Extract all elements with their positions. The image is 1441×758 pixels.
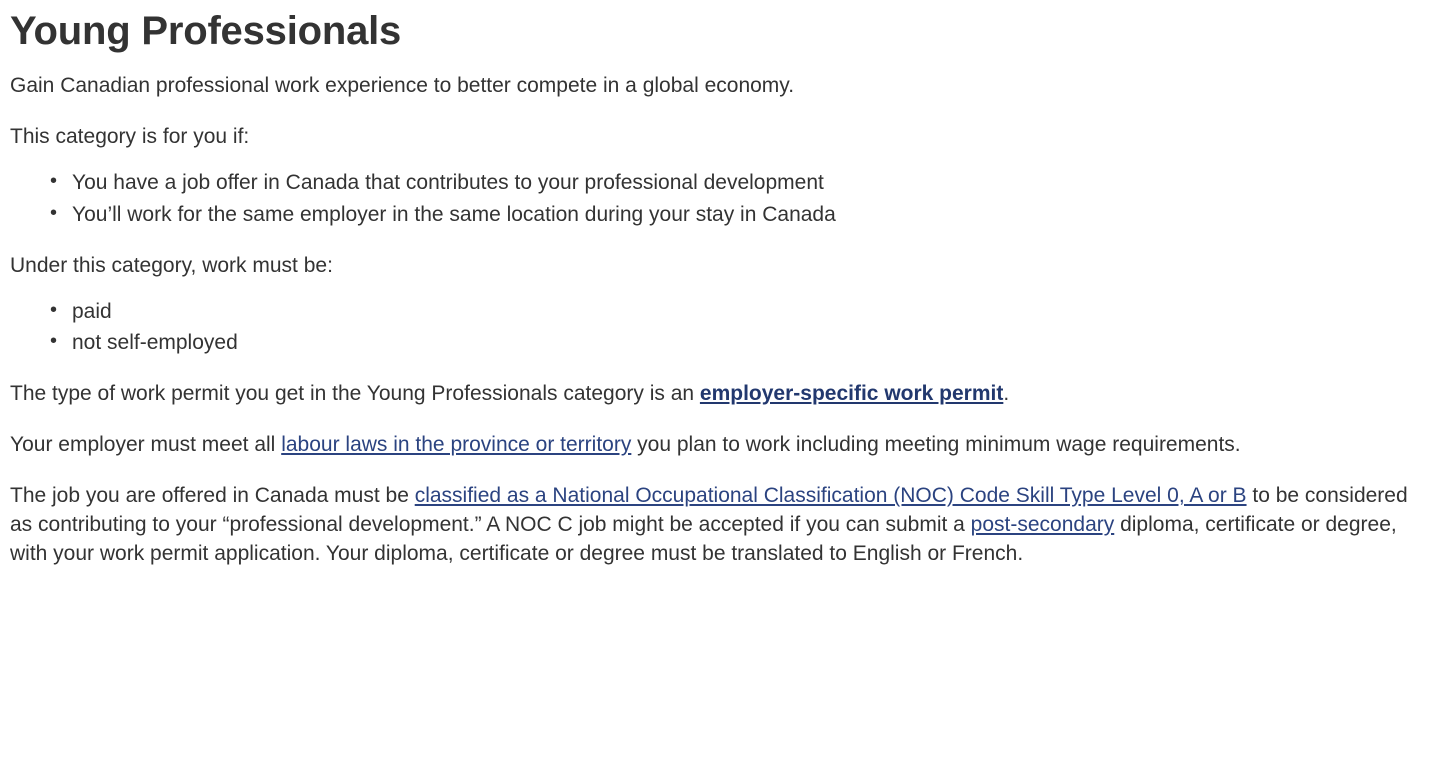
labour-laws-text-after: you plan to work including meeting minimum wage requirements. xyxy=(631,433,1241,457)
intro-paragraph: Gain Canadian professional work experience to better compete in a global economy. xyxy=(10,74,795,97)
list-item: • paid xyxy=(50,297,1431,327)
employer-specific-work-permit-link[interactable]: employer-specific work permit xyxy=(699,382,1004,406)
post-secondary-link[interactable]: post-secondary xyxy=(970,513,1115,537)
work-permit-text-after: . xyxy=(1003,382,1010,406)
list-item: • You’ll work for the same employer in the same location during your stay in Canada xyxy=(50,200,1431,230)
work-conditions-lead: Under this category, work must be: xyxy=(10,253,333,277)
work-conditions-list xyxy=(10,297,1431,359)
noc-text-after: diploma, certificate or degree, with your work permit application. Your diploma, certificate or degree must be translated to English or French. xyxy=(10,513,1397,566)
content-page xyxy=(0,8,1441,569)
noc-classification-link[interactable]: classified as a National Occupational Classification (NOC) Code Skill Type Level 0, A or B xyxy=(414,484,1247,508)
work-permit-text-before: The type of work permit you get in the Young Professionals category is an xyxy=(10,382,700,406)
eligibility-list xyxy=(10,168,1431,230)
work-permit-paragraph xyxy=(10,380,1431,409)
page-title: Young Professionals xyxy=(10,9,402,53)
noc-text-middle: to be considered as contributing to your “professional development.” A NOC C job might be accepted if you can submit a xyxy=(10,484,1408,537)
labour-laws-link[interactable]: labour laws in the province or territory xyxy=(281,433,632,457)
list-item: • not self-employed xyxy=(50,328,1431,358)
noc-paragraph xyxy=(10,482,1431,569)
list-item: • You have a job offer in Canada that contributes to your professional development xyxy=(50,168,1431,198)
eligibility-lead: This category is for you if: xyxy=(10,124,250,148)
labour-laws-paragraph xyxy=(10,431,1431,460)
noc-text-before: The job you are offered in Canada must be xyxy=(10,484,415,508)
labour-laws-text-before: Your employer must meet all xyxy=(10,433,282,457)
